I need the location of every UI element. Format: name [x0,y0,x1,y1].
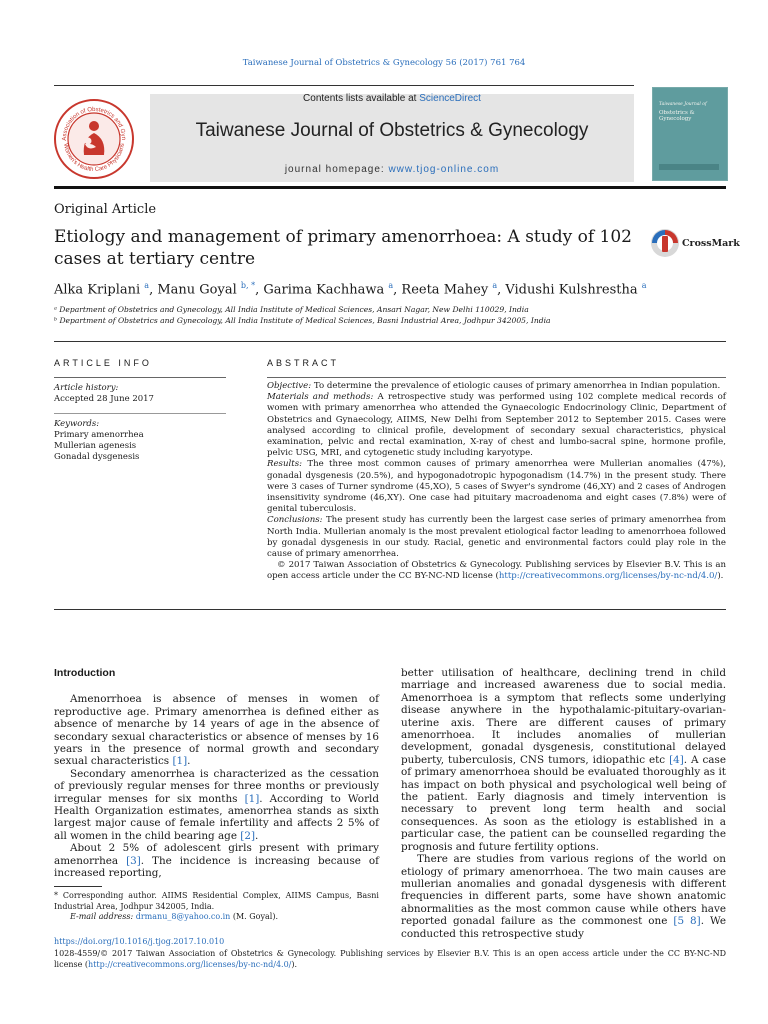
paragraph-text: . We conducted this retrospective study [401,915,726,940]
contents-prefix: Contents lists available at [303,93,417,104]
objective-label: Objective: [267,381,312,391]
homepage-prefix: journal homepage: [284,164,385,175]
reference-link[interactable]: [1] [244,792,260,805]
header-thick-rule [54,186,726,189]
reference-link[interactable]: [3] [126,854,141,867]
author-name: Alka Kriplani [54,282,141,298]
methods-text: A retrospective study was performed using 102 complete medical records of women with primary amenorrhea who attended the Gynaecologic Endocrinology Clinic, Department of Obstetrics and Gynaecology, AIIMS, New Delhi from September 2012 to September 2015. Cases were analysed according to clinical profile, development of secondary sexual characteristics, physical examination, pelvic and rectal examination, X-ray of chest and lumbo-sacral spine, hormone profile, pelvic USG, MRI, and cytogenetic study including karyotype. [267,392,726,459]
methods-label: Materials and methods: [267,392,374,403]
homepage-link[interactable]: www.tjog-online.com [388,164,500,175]
email-line [54,912,379,923]
section-rule [54,341,726,342]
body-column-left [54,667,379,880]
footer-license [54,948,726,970]
crossmark-icon [650,228,680,258]
article-title: Etiology and management of primary amenorrhoea: A study of 102 cases at tertiary centre [54,227,632,269]
body-paragraph [54,693,379,767]
society-logo [52,97,136,181]
keyword-item: Mullerian agenesis [54,441,137,451]
body-paragraph [401,853,726,940]
paragraph-text: Amenorrhoea is absence of menses in women of reproductive age. Primary amenorrhea is defined either as absence of menarche by 14 years of age in the absence of secondary sexual characteristics or absence of menses by 16 years in the presence of normal growth and secondary sexual characteristics [54,693,379,768]
author-affiliation-ref[interactable]: a [492,281,498,290]
keywords-rule [54,413,226,414]
abstract-body [267,381,726,583]
copyright-end: ). [717,571,724,582]
doi-text[interactable]: https://doi.org/10.1016/j.tjog.2017.10.010 [54,937,225,946]
reference-link[interactable]: [4] [669,753,684,766]
abstract-conclusions [267,515,726,560]
author-separator: , [393,282,402,298]
section-heading: Introduction [54,667,116,679]
contents-line [150,93,634,104]
body-paragraph [54,842,379,879]
keyword-item: Gonadal dysgenesis [54,452,140,462]
corresponding-text: * Corresponding author. AIIMS Residential Complex, AIIMS Campus, Basni Industrial Area, Jodhpur 342005, India. [54,891,379,911]
cover-title-line-1: Taiwanese Journal of [659,102,707,107]
abstract-rule [267,377,726,378]
sciencedirect-link[interactable]: ScienceDirect [419,93,481,104]
body-column-right [401,667,726,940]
article-info-heading: ARTICLE INFO [54,358,152,368]
author-name: Reeta Mahey [401,282,489,298]
author-affiliation-ref[interactable]: a [641,281,647,290]
doi-link[interactable] [54,937,224,946]
journal-homepage [150,164,634,175]
crossmark-badge[interactable] [650,228,740,260]
keyword-item: Primary amenorrhea [54,430,144,440]
body-paragraph [54,768,379,842]
author-affiliation-ref[interactable]: a [388,281,394,290]
footnote-rule [54,886,102,887]
article-info-rule [54,377,226,378]
paragraph-text: There are studies from various regions of the world on etiology of primary amenorrhoea. The two main causes are mullerian anomalies and gonadal dysgenesis with different frequencies in different parts, some have shown anatomic abnormalities as the most common cause while others have reported gonadal failure as the commonest one [401,853,726,928]
author-name: Garima Kachhawa [263,282,385,298]
author-list [54,281,647,297]
paragraph-text: . According to World Health Organization estimates, amenorrhea stands as sixth largest major cause of female infertility and affects 2 5% of all women in the child bearing age [54,792,380,842]
email-suffix: (M. Goyal). [230,912,278,921]
affiliation-a: ᵃ Department of Obstetrics and Gynecology, All India Institute of Medical Sciences, Ansari Nagar, New Delhi 110029, India [54,305,529,314]
abstract-heading: ABSTRACT [267,358,340,368]
paragraph-text: . The incidence is increasing because of increased reporting, [54,854,379,880]
license-end: ). [291,960,298,969]
keywords-label: Keywords: [54,419,100,429]
author-affiliation-ref[interactable]: a [144,281,150,290]
author-affiliation-ref[interactable]: b, * [240,281,256,290]
abstract-results [267,459,726,515]
paragraph-text: . A case of primary amenorrhoea should be evaluated thoroughly as it has impact on both physical and psychological well being of the patient. Early diagnosis and timely intervention is necessary to prevent long term health and social consequences. As soon as the etiology is established in a particular case, the patient can be counselled regarding the prognosis and future fertility options. [401,753,726,853]
email-link[interactable]: drmanu_8@yahoo.co.in [135,912,231,921]
results-text: The three most common causes of primary amenorrhea were Mullerian anomalies (47%), gonadal dysgenesis (20.5%), and hypogonadotropic hypogonadism (14.7%) in the present study. There were 3 cases of Turner syndrome (45,XO), 5 cases of Swyer's syndrome (46,XY) and 2 cases of Androgen insensitivity syndrome (46,XY). One case had pituitary macroadenoma and eight cases (7.8%) were of genital tuberculosis. [267,459,726,515]
reference-link[interactable]: [2] [240,829,255,842]
paragraph-text: About 2 5% of adolescent girls present with primary amenorrhea [54,842,379,867]
journal-name: Taiwanese Journal of Obstetrics & Gynecology [195,120,589,141]
journal-citation[interactable]: Taiwanese Journal of Obstetrics & Gynecology 56 (2017) 761 764 [242,58,526,68]
paragraph-text: . [255,829,259,842]
journal-cover-image[interactable] [652,87,728,181]
affiliation-b: ᵇ Department of Obstetrics and Gynecology, All India Institute of Medical Sciences, Basni Industrial Area, Jodhpur 342005, India [54,316,551,325]
email-label: E-mail address: [70,912,134,921]
author-separator: , [255,282,264,298]
abstract-methods [267,392,726,459]
abstract-end-rule [54,609,726,610]
reference-link[interactable]: [1] [172,755,188,768]
body-paragraph [401,667,726,853]
paragraph-text: better utilisation of healthcare, declining trend in child marriage and increased awareness due to social media. Amenorrhoea is a symptom that reflects some underlying disease anywhere in the hypothalamic-pituitary-ovarian-uterine axis. There are different causes of primary amenorrhoea. It includes anomalies of mullerian development, gonadal dysgenesis, constitutional delayed puberty, tuberculosis, CNS tumors, idiopathic etc [401,667,726,766]
author-name: Manu Goyal [157,282,237,298]
author-separator: , [149,282,158,298]
copyright-text: © 2017 Taiwan Association of Obstetrics & Gynecology. Publishing services by Elsevier B.V. This is an open access article under the CC BY-NC-ND license ( [267,560,726,582]
corresponding-author-footnote [54,891,379,923]
author-name: Vidushi Kulshrestha [505,282,638,298]
abstract-objective [267,381,726,392]
paragraph-text: . [187,755,191,768]
objective-text: To determine the prevalence of etiologic causes of primary amenorrhea in Indian population. [311,381,721,391]
history-label: Article history: [54,383,119,393]
results-label: Results: [267,459,303,470]
abstract-copyright [267,560,726,582]
keywords-list [54,430,144,463]
logo-top-text: Association of Obstetrics and Gyn [61,106,127,141]
conclusions-label: Conclusions: [267,515,323,526]
cover-band [659,164,719,170]
footer-license-link[interactable]: http://creativecommons.org/licenses/by-nc-nd/4.0/ [88,960,292,969]
article-type: Original Article [54,202,157,217]
cover-title-line-2: Obstetrics & Gynecology [659,110,695,122]
crossmark-label: CrossMark [682,238,740,249]
license-link[interactable]: http://creativecommons.org/licenses/by-nc-nd/4.0/ [498,571,718,582]
history-value: Accepted 28 June 2017 [54,394,154,404]
logo-bottom-text: Women's Health Care Physicians [62,142,126,174]
conclusions-text: The present study has currently been the largest case series of primary amenorrhea from North India. Mullerian anomaly is the most prevalent etiological factor leading to amenorrhoea followed by gonadal dysgenesis in our study. Racial, genetic and environmental factors could play role in the cause of primary amenorrhea. [267,515,726,560]
reference-link[interactable]: [5 8] [673,915,701,928]
paragraph-text: Secondary amenorrhea is characterized as the cessation of previously regular menses for three months or previously irregular menses for six months [54,767,379,805]
license-text: 1028-4559/© 2017 Taiwan Association of Obstetrics & Gynecology. Publishing services by Elsevier B.V. This is an open access article under the CC BY-NC-ND license ( [54,949,726,969]
header-top-rule [54,85,634,86]
author-separator: , [497,282,506,298]
